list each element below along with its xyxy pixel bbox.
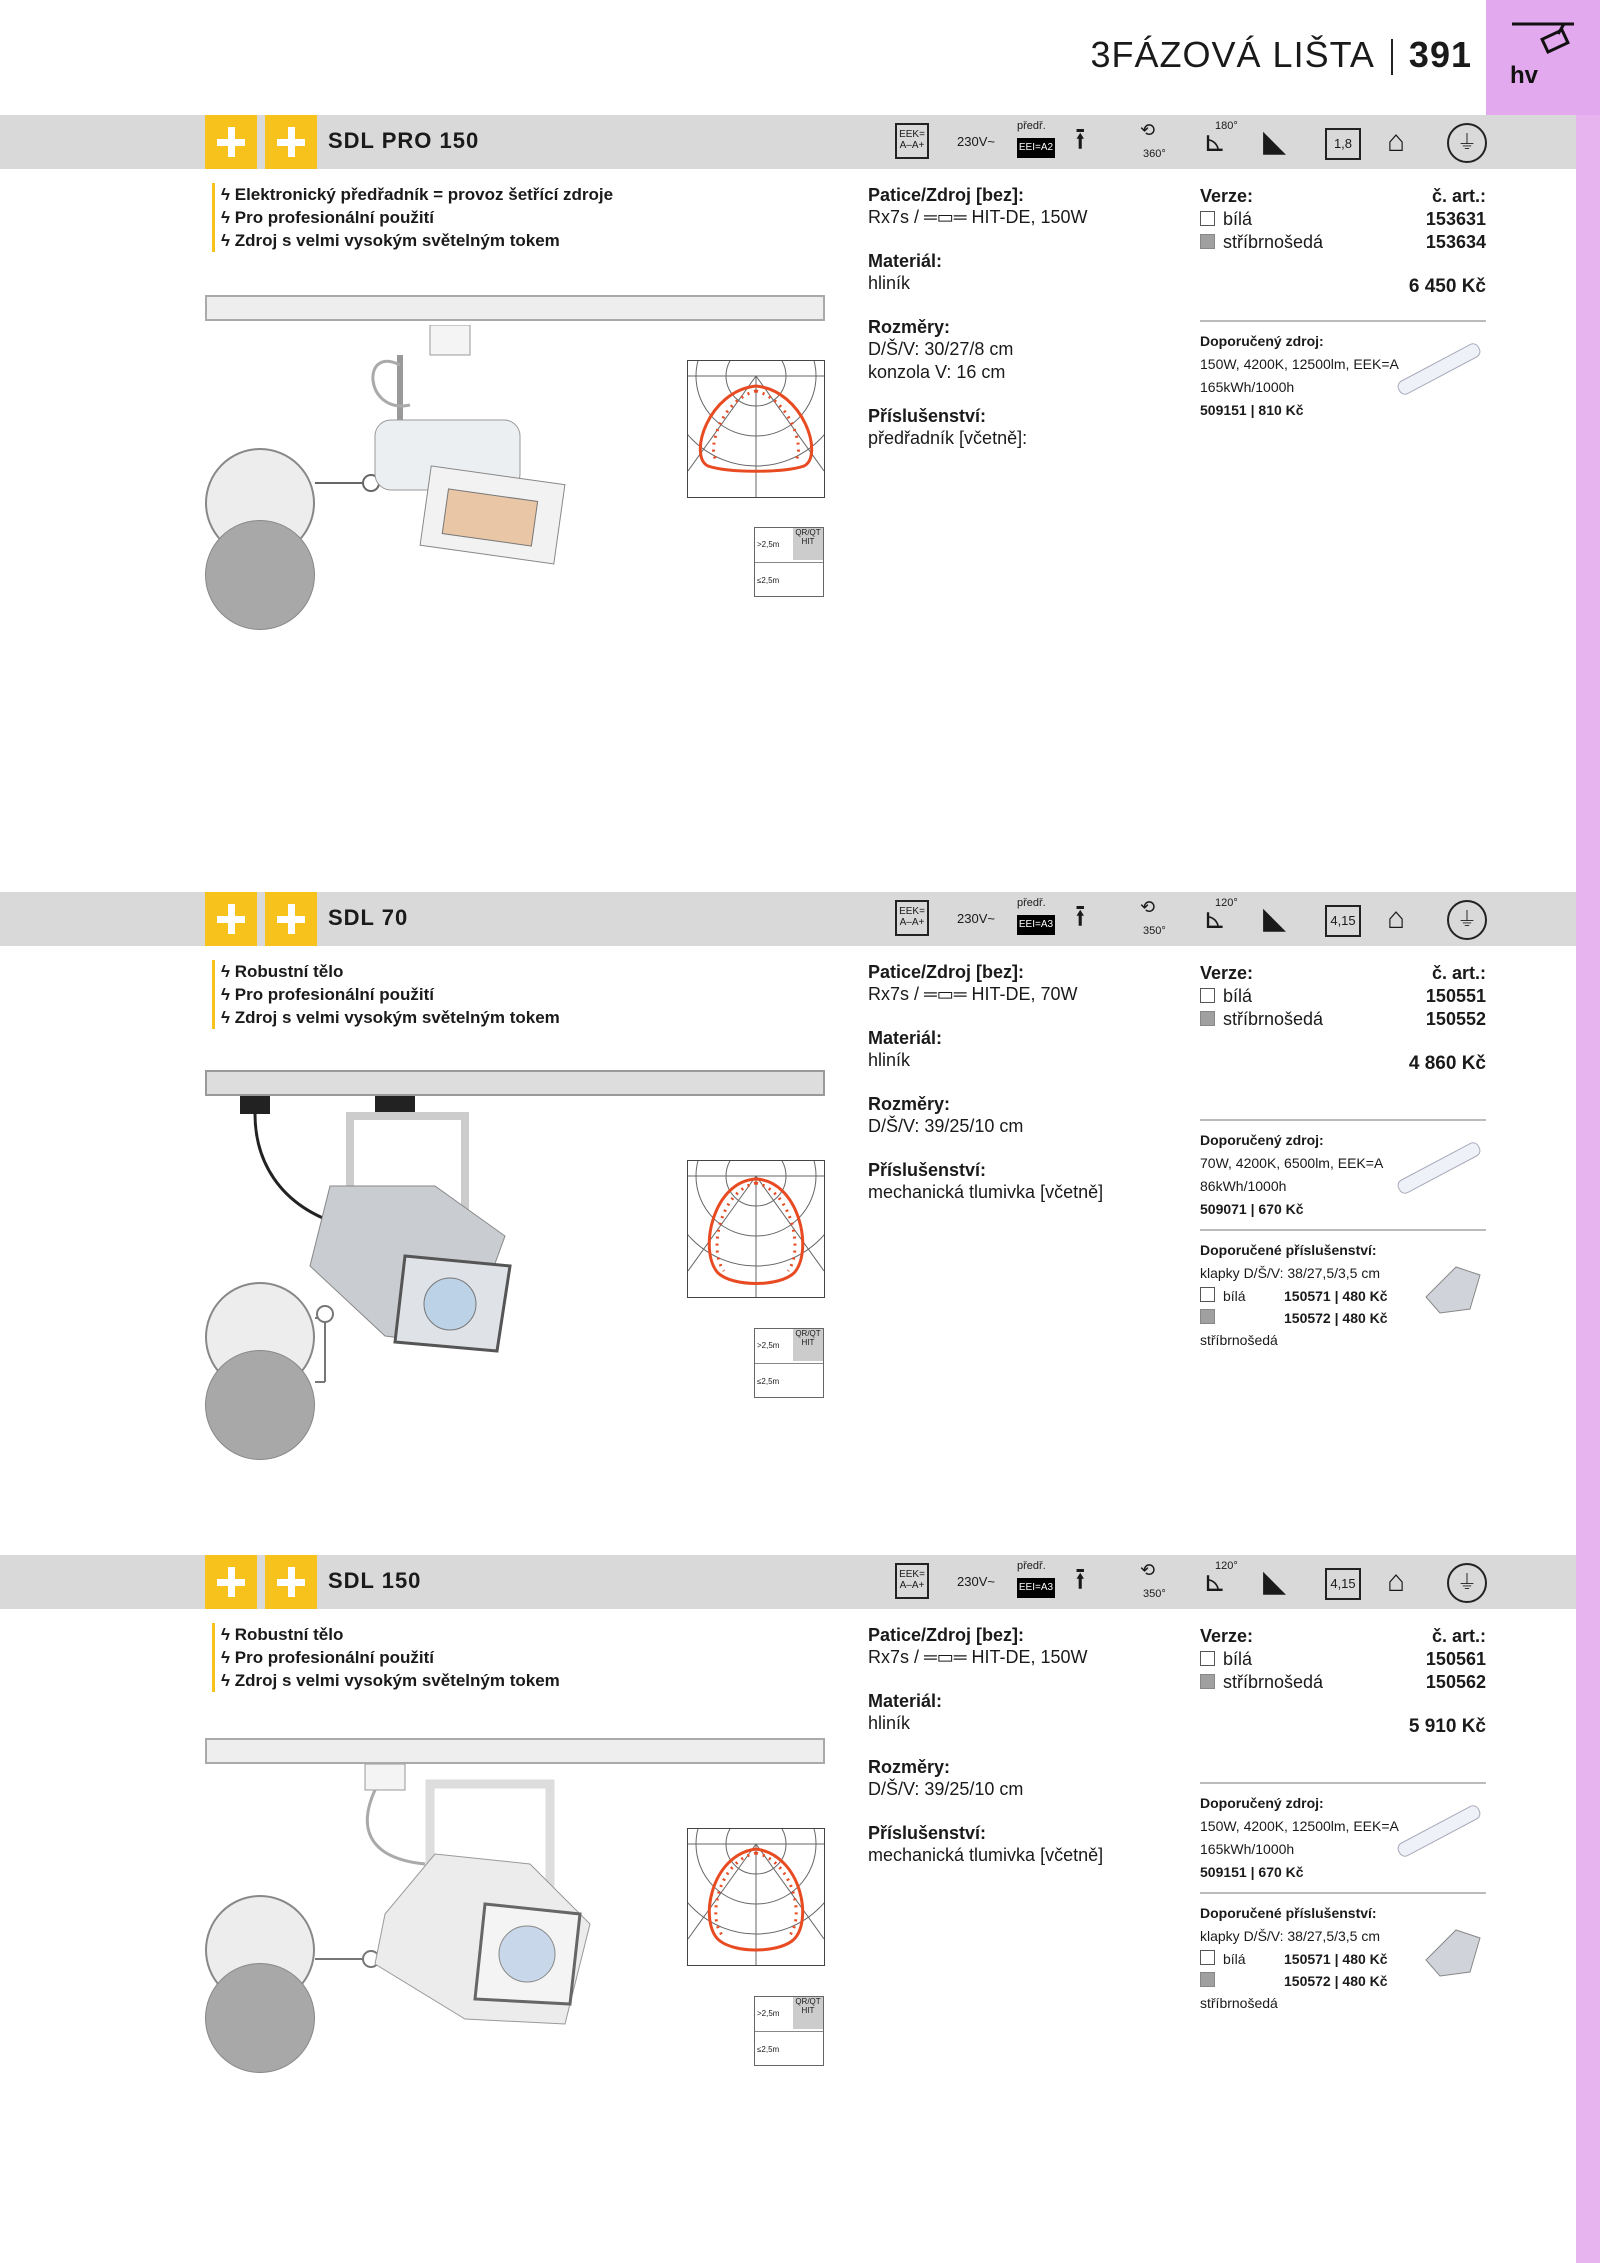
versions-label: Verze: xyxy=(1200,963,1254,983)
feature-item: ϟ Zdroj s velmi vysokým světelným tokem xyxy=(221,1008,560,1027)
spec-label: Příslušenství: xyxy=(868,1823,987,1843)
page-title: 3FÁZOVÁ LIŠTA xyxy=(1090,34,1375,75)
version-row: bílá 150561 xyxy=(1200,1648,1486,1671)
plus-icon xyxy=(265,1555,317,1609)
spotlight-image xyxy=(315,1764,655,2054)
spec-label: Materiál: xyxy=(868,1691,943,1711)
product-photo xyxy=(205,295,825,625)
indoor-icon: ⌂ xyxy=(1387,1565,1406,1598)
price: 6 450 Kč xyxy=(1408,276,1486,297)
versions-column xyxy=(1200,962,1486,1351)
plus-icon xyxy=(205,1555,257,1609)
recommended-source: Doporučený zdroj: 150W, 4200K, 12500lm, EEK=A 165kWh/1000h 509151 | 810 Kč xyxy=(1200,320,1486,422)
recommended-source: Doporučený zdroj: 70W, 4200K, 6500lm, EEK=A 86kWh/1000h 509071 | 670 Kč xyxy=(1200,1119,1486,1221)
spec-label: Patice/Zdroj [bez]: xyxy=(868,962,1025,982)
ballast-label: předř. xyxy=(1017,897,1046,909)
plus-icon xyxy=(265,115,317,169)
spec-column xyxy=(868,1625,1168,1889)
white-swatch-icon xyxy=(1200,988,1215,1003)
voltage-icon: 230V~ xyxy=(957,134,995,149)
versions-column xyxy=(1200,1625,1486,2014)
spec-label: Materiál: xyxy=(868,251,943,271)
category-sidebar-stripe xyxy=(1576,115,1600,2263)
eei-icon: EEI=A2 xyxy=(1017,138,1055,158)
version-row: bílá 150551 xyxy=(1200,985,1486,1008)
spec-label: Patice/Zdroj [bez]: xyxy=(868,1625,1025,1645)
beam-icon: ◣ xyxy=(1263,902,1287,935)
height-above: >2,5m xyxy=(757,540,780,549)
rotation-value: 350° xyxy=(1143,1588,1166,1600)
energy-class-icon: EEK= A–A+ xyxy=(895,900,929,936)
versions-label: Verze: xyxy=(1200,186,1254,206)
indoor-icon: ⌂ xyxy=(1387,125,1406,158)
version-row: bílá 153631 xyxy=(1200,208,1486,231)
recommended-source: Doporučený zdroj: 150W, 4200K, 12500lm, EEK=A 165kWh/1000h 509151 | 670 Kč xyxy=(1200,1782,1486,1884)
light-distribution-diagram xyxy=(687,360,825,498)
color-swatch-silver xyxy=(205,1963,315,2073)
feature-list xyxy=(212,183,613,252)
track-rail xyxy=(205,1070,825,1096)
indoor-icon: ⌂ xyxy=(1387,902,1406,935)
product-name: SDL PRO 150 xyxy=(328,128,480,153)
feature-list xyxy=(212,960,560,1029)
product-photo xyxy=(205,1738,825,2088)
mounting-height-table xyxy=(754,1328,824,1398)
version-row: stříbrnošedá 150552 xyxy=(1200,1008,1486,1031)
spec-value: konzola V: 16 cm xyxy=(868,362,1006,382)
feature-list xyxy=(212,1623,560,1692)
feature-item: ϟ Zdroj s velmi vysokým světelným tokem xyxy=(221,1671,560,1690)
product-photo xyxy=(205,1070,825,1420)
weight-icon: 1,8 xyxy=(1325,128,1361,160)
ground-icon: ⏚ xyxy=(1447,900,1487,940)
rotation-icon: ⟲ xyxy=(1140,897,1156,917)
spec-value: D/Š/V: 30/27/8 cm xyxy=(868,339,1014,359)
spec-label: Rozměry: xyxy=(868,1757,951,1777)
product-name: SDL 70 xyxy=(328,905,409,930)
art-label: č. art.: xyxy=(1431,963,1486,983)
silver-swatch-icon xyxy=(1200,1674,1215,1689)
silver-swatch-icon xyxy=(1200,1972,1215,1987)
mount-arrow-icon: ⭱ xyxy=(1075,1563,1086,1596)
ballast-label: předř. xyxy=(1017,120,1046,132)
weight-icon: 4,15 xyxy=(1325,905,1361,937)
plus-icon xyxy=(265,892,317,946)
light-distribution-diagram xyxy=(687,1828,825,1966)
rotation-icon: ⟲ xyxy=(1140,1560,1156,1580)
spec-value: Rx7s / ═▭═ HIT-DE, 70W xyxy=(868,984,1078,1004)
spec-column xyxy=(868,962,1168,1226)
spotlight-image xyxy=(315,325,585,585)
price: 4 860 Kč xyxy=(1408,1053,1486,1074)
silver-swatch-icon xyxy=(1200,1309,1215,1324)
white-swatch-icon xyxy=(1200,1287,1215,1302)
spec-label: Patice/Zdroj [bez]: xyxy=(868,185,1025,205)
spec-label: Příslušenství: xyxy=(868,1160,987,1180)
spec-column xyxy=(868,185,1168,472)
ground-icon: ⏚ xyxy=(1447,1563,1487,1603)
product-name: SDL 150 xyxy=(328,1568,422,1593)
lamp-type: QR/QT HIT xyxy=(793,1997,823,2029)
height-above: >2,5m xyxy=(757,2009,780,2018)
spotlight-image xyxy=(235,1096,665,1396)
feature-item: ϟ Pro profesionální použití xyxy=(221,1648,435,1667)
versions-column xyxy=(1200,185,1486,422)
energy-class-icon: EEK= A–A+ xyxy=(895,123,929,159)
version-row: stříbrnošedá 150562 xyxy=(1200,1671,1486,1694)
feature-item: ϟ Pro profesionální použití xyxy=(221,985,435,1004)
rotation-value: 350° xyxy=(1143,925,1166,937)
beam-icon: ◣ xyxy=(1263,125,1287,158)
height-below: ≤2,5m xyxy=(757,1377,780,1386)
white-swatch-icon xyxy=(1200,1651,1215,1666)
track-spot-icon xyxy=(1508,18,1578,68)
price: 5 910 Kč xyxy=(1408,1716,1486,1737)
eei-icon: EEI=A3 xyxy=(1017,915,1055,935)
barn-doors-icon xyxy=(1416,1920,1486,1980)
ground-icon: ⏚ xyxy=(1447,123,1487,163)
track-rail xyxy=(205,295,825,321)
versions-label: Verze: xyxy=(1200,1626,1254,1646)
feature-item: ϟ Elektronický předřadník = provoz šetřící zdroje xyxy=(221,185,614,204)
light-distribution-diagram xyxy=(687,1160,825,1298)
tilt-value: 120° xyxy=(1215,897,1238,909)
spec-value: hliník xyxy=(868,1713,911,1733)
lamp-type: QR/QT HIT xyxy=(793,528,823,560)
spec-value: hliník xyxy=(868,273,911,293)
spec-label: Materiál: xyxy=(868,1028,943,1048)
ballast-label: předř. xyxy=(1017,1560,1046,1572)
weight-icon: 4,15 xyxy=(1325,1568,1361,1600)
spec-value: D/Š/V: 39/25/10 cm xyxy=(868,1116,1024,1136)
feature-item: ϟ Robustní tělo xyxy=(221,1625,344,1644)
version-row: stříbrnošedá 153634 xyxy=(1200,231,1486,254)
energy-class-icon: EEK= A–A+ xyxy=(895,1563,929,1599)
mount-arrow-icon: ⭱ xyxy=(1075,123,1086,156)
rotation-icon: ⟲ xyxy=(1140,120,1156,140)
product-section xyxy=(0,1555,1576,2175)
mount-arrow-icon: ⭱ xyxy=(1075,900,1086,933)
mounting-height-table xyxy=(754,1996,824,2066)
spec-label: Rozměry: xyxy=(868,317,951,337)
feature-item: ϟ Robustní tělo xyxy=(221,962,344,981)
track-rail xyxy=(205,1738,825,1764)
feature-item: ϟ Zdroj s velmi vysokým světelným tokem xyxy=(221,231,560,250)
beam-icon: ◣ xyxy=(1263,1565,1287,1598)
recommended-accessory: Doporučené příslušenství: klapky D/Š/V: 38/27,5/3,5 cm bílá 150571 | 480 Kč stříbrnošedá 150572 | 480 Kč xyxy=(1200,1229,1486,1351)
lamp-type: QR/QT HIT xyxy=(793,1329,823,1361)
category-badge: hv xyxy=(1510,62,1539,89)
barn-doors-icon xyxy=(1416,1257,1486,1317)
lamp-tube-icon xyxy=(1386,1794,1486,1870)
white-swatch-icon xyxy=(1200,1950,1215,1965)
silver-swatch-icon xyxy=(1200,1011,1215,1026)
art-label: č. art.: xyxy=(1431,186,1486,206)
color-swatch-silver xyxy=(205,520,315,630)
height-below: ≤2,5m xyxy=(757,2045,780,2054)
tilt-value: 180° xyxy=(1215,120,1238,132)
tilt-icon: ⊾ xyxy=(1203,126,1227,157)
product-section xyxy=(0,892,1576,1512)
page-header xyxy=(1091,34,1472,76)
recommended-accessory: Doporučené příslušenství: klapky D/Š/V: 38/27,5/3,5 cm bílá 150571 | 480 Kč stříbrnošedá 150572 | 480 Kč xyxy=(1200,1892,1486,2014)
eei-icon: EEI=A3 xyxy=(1017,1578,1055,1598)
spec-value: předřadník [včetně]: xyxy=(868,428,1028,448)
mounting-height-table xyxy=(754,527,824,597)
voltage-icon: 230V~ xyxy=(957,911,995,926)
lamp-tube-icon xyxy=(1386,1131,1486,1207)
height-above: >2,5m xyxy=(757,1341,780,1350)
product-section xyxy=(0,115,1576,635)
rotation-value: 360° xyxy=(1143,148,1166,160)
spec-value: Rx7s / ═▭═ HIT-DE, 150W xyxy=(868,207,1088,227)
art-label: č. art.: xyxy=(1431,1626,1486,1646)
tilt-icon: ⊾ xyxy=(1203,1566,1227,1597)
spec-label: Rozměry: xyxy=(868,1094,951,1114)
plus-icon xyxy=(205,115,257,169)
height-below: ≤2,5m xyxy=(757,576,780,585)
tilt-icon: ⊾ xyxy=(1203,903,1227,934)
spec-value: hliník xyxy=(868,1050,911,1070)
plus-icon xyxy=(205,892,257,946)
voltage-icon: 230V~ xyxy=(957,1574,995,1589)
feature-item: ϟ Pro profesionální použití xyxy=(221,208,435,227)
spec-label: Příslušenství: xyxy=(868,406,987,426)
page-number: 391 xyxy=(1408,34,1472,75)
lamp-tube-icon xyxy=(1386,332,1486,408)
white-swatch-icon xyxy=(1200,211,1215,226)
silver-swatch-icon xyxy=(1200,234,1215,249)
spec-value: D/Š/V: 39/25/10 cm xyxy=(868,1779,1024,1799)
tilt-value: 120° xyxy=(1215,1560,1238,1572)
spec-value: mechanická tlumivka [včetně] xyxy=(868,1182,1104,1202)
spec-value: mechanická tlumivka [včetně] xyxy=(868,1845,1104,1865)
spec-value: Rx7s / ═▭═ HIT-DE, 150W xyxy=(868,1647,1088,1667)
